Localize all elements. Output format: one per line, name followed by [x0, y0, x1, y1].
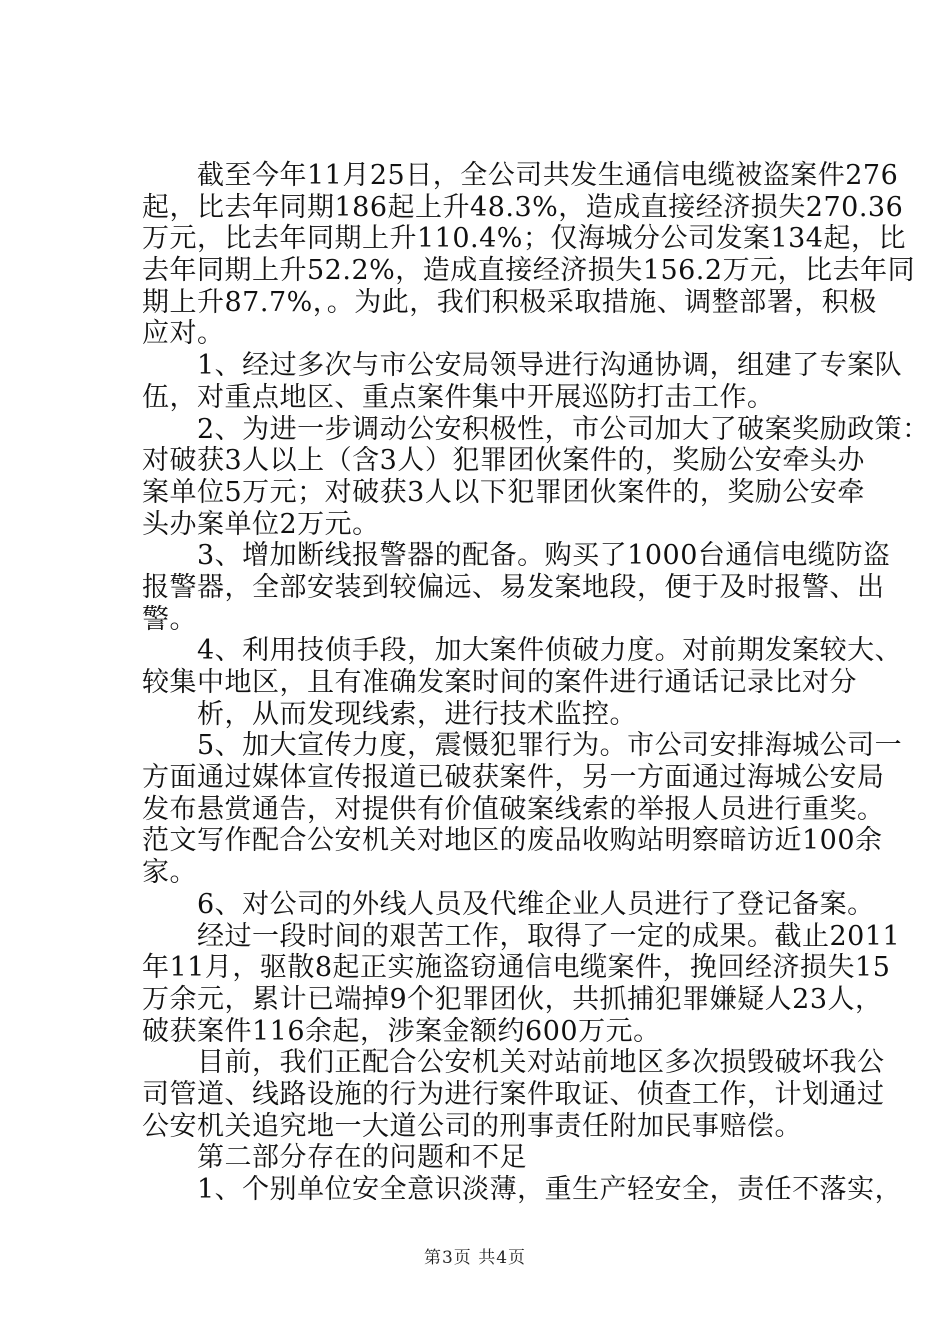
- text-line: 家。: [142, 857, 197, 888]
- text-line: 范文写作配合公安机关对地区的废品收购站明察暗访近100余: [142, 825, 883, 856]
- text-line: 报警器，全部安装到较偏远、易发案地段，便于及时报警、出: [142, 572, 885, 603]
- text-line: 方面通过媒体宣传报道已破获案件，另一方面通过海城公安局: [142, 762, 885, 793]
- text-line: 年11月，驱散8起正实施盗窃通信电缆案件，挽回经济损失15: [142, 952, 891, 983]
- text-line: 头办案单位2万元。: [142, 509, 380, 540]
- text-line: 期上升87.7%，。为此，我们积极采取措施、调整部署，积极: [142, 287, 877, 318]
- text-line: 司管道、线路设施的行为进行案件取证、侦查工作，计划通过: [142, 1079, 885, 1110]
- text-line: 万余元，累计已端掉9个犯罪团伙，共抓捕犯罪嫌疑人23人，: [142, 984, 883, 1015]
- text-line: 3、增加断线报警器的配备。购买了1000台通信电缆防盗: [142, 540, 891, 571]
- text-line: 第二部分存在的问题和不足: [142, 1142, 527, 1173]
- text-line: 公安机关追究地一大道公司的刑事责任附加民事赔偿。: [142, 1111, 802, 1142]
- text-line: 经过一段时间的艰苦工作，取得了一定的成果。截止2011: [142, 921, 901, 952]
- text-line: 截至今年11月25日，全公司共发生通信电缆被盗案件276: [142, 160, 899, 191]
- text-line: 伍，对重点地区、重点案件集中开展巡防打击工作。: [142, 382, 775, 413]
- text-line: 1、经过多次与市公安局领导进行沟通协调，组建了专案队: [142, 350, 903, 381]
- text-line: 6、对公司的外线人员及代维企业人员进行了登记备案。: [142, 889, 875, 920]
- text-line: 目前，我们正配合公安机关对站前地区多次损毁破坏我公: [142, 1047, 885, 1078]
- text-line: 较集中地区，且有准确发案时间的案件进行通话记录比对分: [142, 667, 857, 698]
- text-line: 案单位5万元；对破获3人以下犯罪团伙案件的，奖励公安牵: [142, 477, 865, 508]
- text-line: 去年同期上升52.2%，造成直接经济损失156.2万元，比去年同: [142, 255, 916, 286]
- page-footer: 第3页 共4页: [423, 1248, 527, 1268]
- text-line: 4、利用技侦手段，加大案件侦破力度。对前期发案较大、: [142, 635, 903, 666]
- text-line: 警。: [142, 604, 197, 635]
- text-line: 发布悬赏通告，对提供有价值破案线索的举报人员进行重奖。: [142, 794, 885, 825]
- text-line: 应对。: [142, 318, 225, 349]
- text-line: 1、个别单位安全意识淡薄，重生产轻安全，责任不落实，: [142, 1174, 903, 1205]
- text-line: 对破获3人以上（含3人）犯罪团伙案件的，奖励公安牵头办: [142, 445, 865, 476]
- text-line: 破获案件116余起，涉案金额约600万元。: [142, 1016, 661, 1047]
- text-line: 万元，比去年同期上升110.4%；仅海城分公司发案134起，比: [142, 223, 906, 254]
- text-line: 5、加大宣传力度，震慑犯罪行为。市公司安排海城公司一: [142, 730, 903, 761]
- text-line: 析，从而发现线索，进行技术监控。: [142, 699, 637, 730]
- text-line: 起，比去年同期186起上升48.3%，造成直接经济损失270.36: [142, 192, 904, 223]
- text-line: 2、为进一步调动公安积极性，市公司加大了破案奖励政策：: [142, 414, 930, 445]
